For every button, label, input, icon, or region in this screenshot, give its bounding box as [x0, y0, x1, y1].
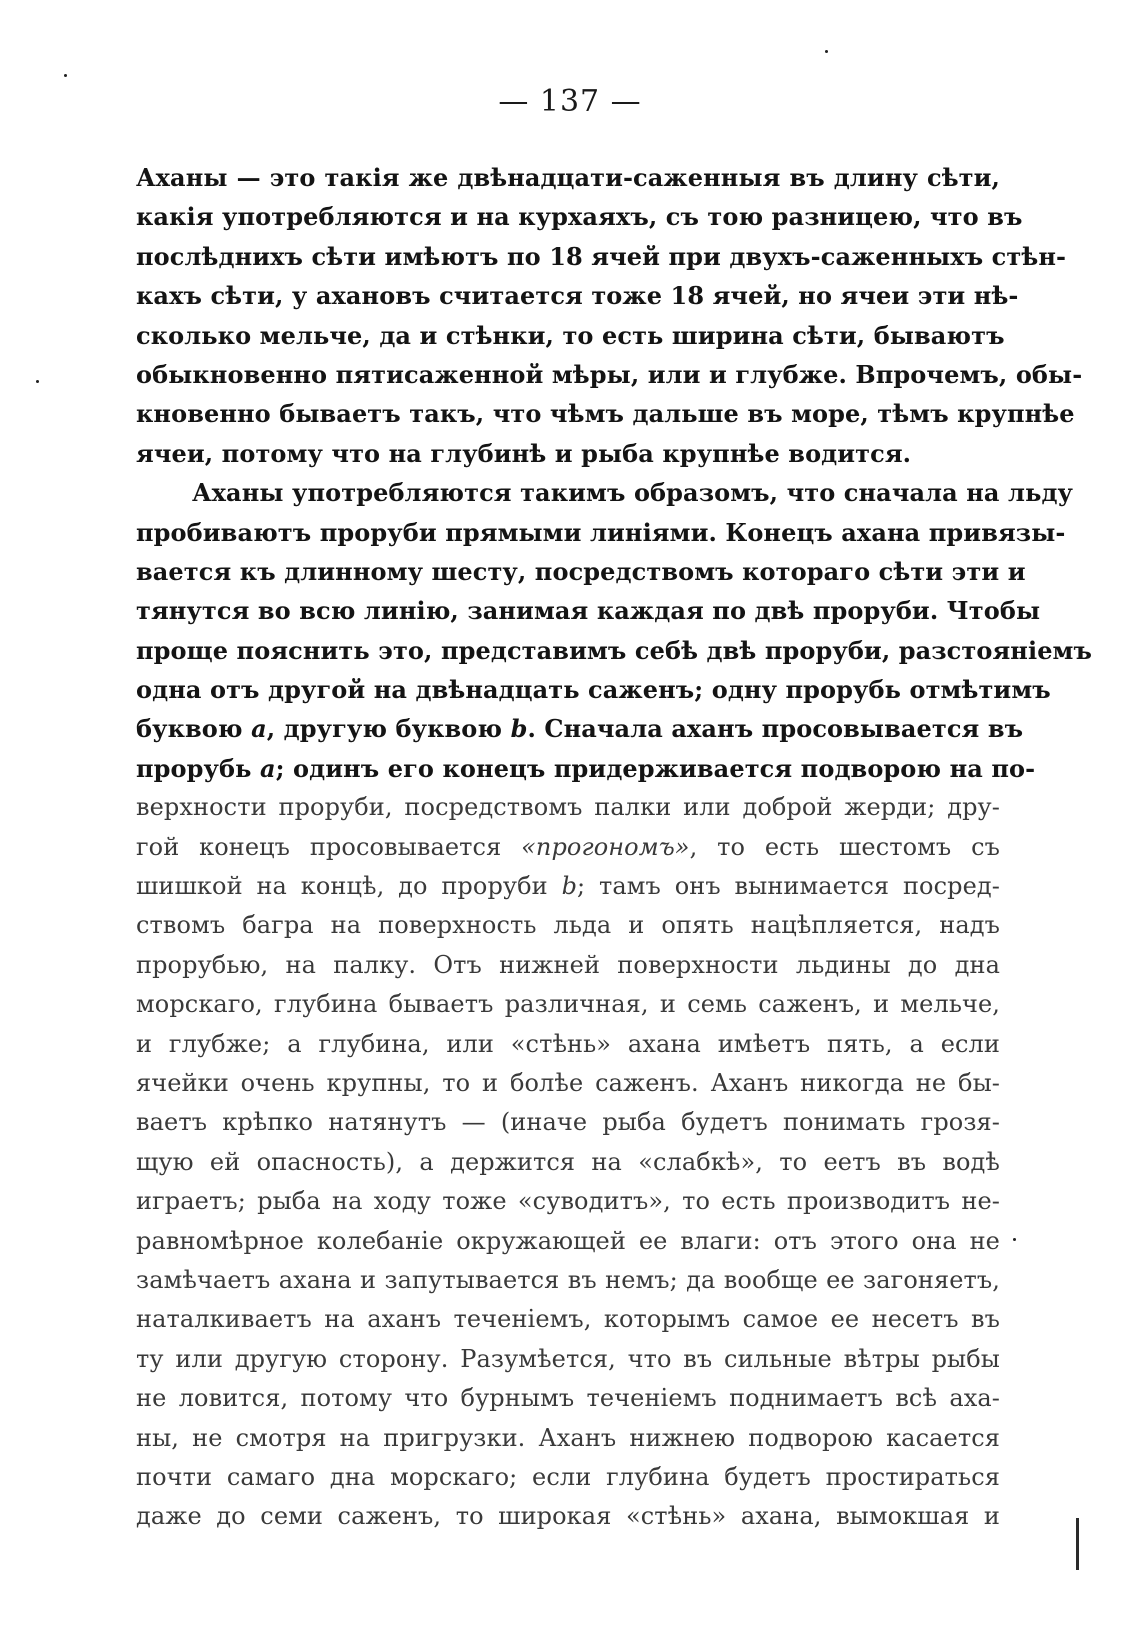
text-line: обыкновенно пятисаженной мѣры, или и глубже. Впрочемъ, обы-: [136, 359, 1083, 389]
text-line: кахъ сѣти, у ахановъ считается тоже 18 ячей, но ячеи эти нѣ-: [136, 281, 1019, 311]
text-line: Аханы употребляются такимъ образомъ, что сначала на льду: [192, 478, 1074, 508]
text-line: равномѣрное колебаніе окружающей ее влаги: отъ этого она не: [136, 1226, 1000, 1255]
scan-speck: [825, 50, 828, 53]
text-line: [136, 749, 1036, 788]
text-line: какія употребляются и на курхаяхъ, съ тою разницею, что въ: [136, 202, 1023, 232]
text-line: [136, 867, 1000, 906]
text-line: не ловится, потому что бурнымъ теченіемъ поднимаетъ всѣ аха-: [136, 1384, 1000, 1413]
text-line: [136, 828, 1000, 867]
paragraph-1: [136, 158, 1083, 473]
text-line: тянутся во всю линію, занимая каждая по двѣ проруби. Чтобы: [136, 596, 1041, 626]
scan-speck: [64, 74, 67, 77]
text-line: одна отъ другой на двѣнадцать саженъ; одну прорубь отмѣтимъ: [136, 675, 1051, 705]
scan-speck: [1013, 1238, 1016, 1241]
text-line: ячеи, потому что на глубинѣ и рыба крупнѣе водится.: [136, 438, 912, 468]
text-line: проще пояснить это, представимъ себѣ двѣ проруби, разстояніемъ: [136, 635, 1093, 665]
text-line: ту или другую сторону. Разумѣется, что въ сильные вѣтры рыбы: [136, 1344, 1000, 1373]
text-line: ствомъ багра на поверхность льда и опять нацѣпляется, надъ: [136, 911, 1000, 940]
text-run: гой конецъ просовывается: [136, 832, 522, 861]
text-line: кновенно бываетъ такъ, что чѣмъ дальше въ море, тѣмъ крупнѣе: [136, 399, 1075, 429]
italic-letter: b: [561, 872, 578, 901]
scan-edge-mark: [1076, 1518, 1079, 1570]
text-line: и глубже; а глубина, или «стѣнь» ахана имѣетъ пять, а если: [136, 1029, 1000, 1058]
text-run: ; одинъ его конецъ придерживается подворою на по-: [275, 753, 1036, 783]
body-text: [136, 158, 1093, 1537]
text-line: морскаго, глубина бываетъ различная, и семь саженъ, и мельче,: [136, 990, 1000, 1019]
italic-letter: a: [251, 714, 267, 744]
text-line: щую ей опасность), а держится на «слабкѣ», то еетъ въ водѣ: [136, 1147, 1000, 1176]
paragraph-2: [136, 473, 1093, 1537]
text-line: ваетъ крѣпко натянутъ — (иначе рыба будетъ понимать грозя-: [136, 1108, 1000, 1137]
text-line: наталкиваетъ на аханъ теченіемъ, которымъ самое ее несетъ въ: [136, 1305, 1000, 1334]
text-line: верхности проруби, посредствомъ палки или доброй жерди; дру-: [136, 793, 1000, 822]
text-line: ны, не смотря на пригрузки. Аханъ нижнею подворою касается: [136, 1423, 1000, 1452]
text-line: даже до семи саженъ, то широкая «стѣнь» ахана, вымокшая и: [136, 1502, 1000, 1531]
text-line: вается къ длинному шесту, посредствомъ котораго сѣти эти и: [136, 556, 1026, 586]
text-run: . Сначала аханъ просовывается въ: [527, 714, 1024, 744]
text-run: буквою: [136, 714, 252, 744]
text-run: , то есть шестомъ съ: [689, 832, 1000, 861]
text-line: почти самаго дна морскаго; если глубина будетъ простираться: [136, 1462, 1000, 1491]
text-line: [136, 709, 1024, 748]
text-line: послѣднихъ сѣти имѣютъ по 18 ячей при двухъ-саженныхъ стѣн-: [136, 241, 1067, 271]
text-run: шишкой на концѣ, до проруби: [136, 872, 562, 901]
text-line: пробиваютъ проруби прямыми линіями. Конецъ ахана привязы-: [136, 517, 1066, 547]
text-line: Аханы — это такія же двѣнадцати-саженныя въ длину сѣти,: [136, 163, 1000, 192]
text-run: , другую буквою: [266, 714, 511, 744]
text-line: замѣчаетъ ахана и запутывается въ немъ; да вообще ее загоняетъ,: [136, 1265, 1000, 1294]
text-run: ; тамъ онъ вынимается посред-: [577, 872, 1000, 901]
text-line: сколько мельче, да и стѣнки, то есть ширина сѣти, бываютъ: [136, 320, 1005, 350]
text-run: прорубь: [136, 753, 260, 783]
italic-letter: b: [510, 714, 528, 744]
text-line: играетъ; рыба на ходу тоже «суводитъ», то есть производитъ не-: [136, 1187, 1000, 1216]
text-line: прорубью, на палку. Отъ нижней поверхности льдины до дна: [136, 950, 1000, 979]
italic-letter: a: [259, 753, 276, 783]
page-number: — 137 —: [498, 84, 642, 119]
text-line: ячейки очень крупны, то и болѣе саженъ. Аханъ никогда не бы-: [136, 1068, 1000, 1097]
scan-speck: [36, 380, 39, 383]
italic-word: «прогономъ»: [521, 832, 690, 861]
